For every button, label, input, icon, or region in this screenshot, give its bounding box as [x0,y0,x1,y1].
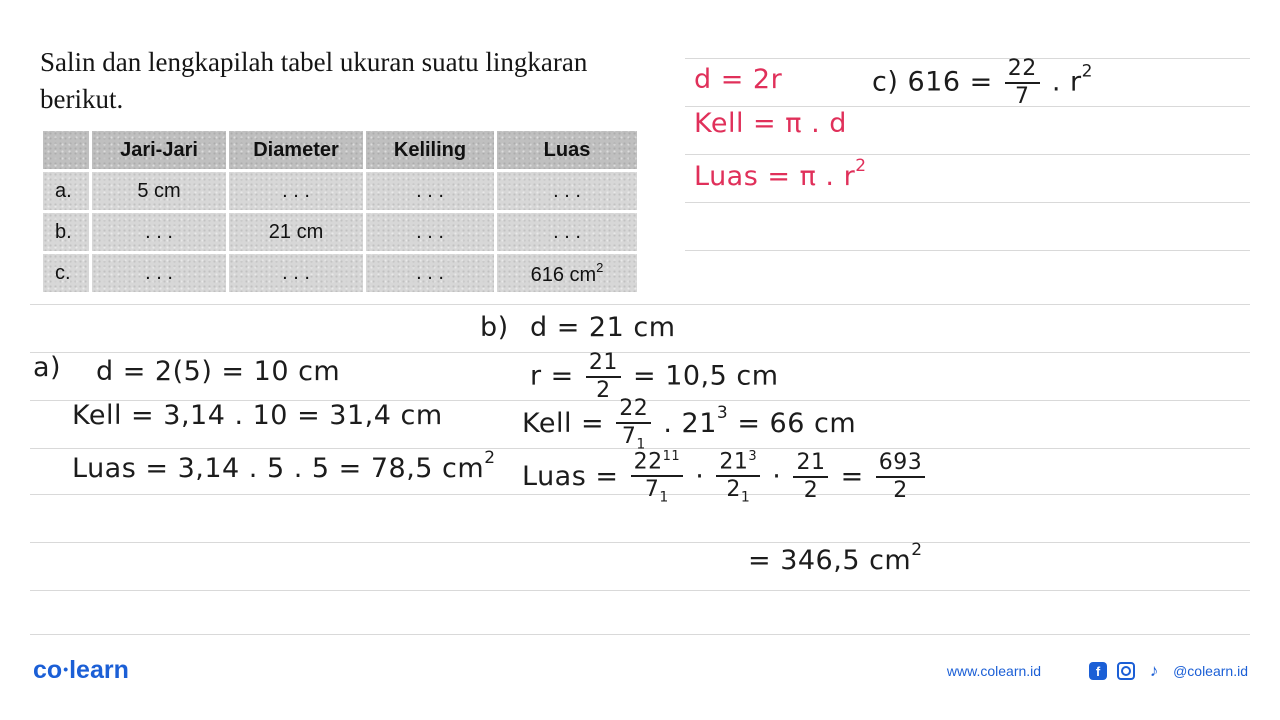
instagram-icon[interactable] [1117,662,1135,680]
cancel-subscript: 1 [659,489,669,506]
fraction-denominator-value: 2 [726,477,741,503]
part-a-luas-exponent: 2 [484,448,496,468]
cancel-superscript: 3 [716,403,729,424]
part-b-label: b) [480,312,509,343]
formula-keliling: Kell = π . d [694,108,847,139]
cancel-subscript: 1 [636,436,646,453]
radius-fraction [586,352,621,402]
luas-fraction-1 [631,450,684,505]
question-text [40,44,660,118]
keliling-result: = 66 cm [737,408,857,440]
formula-diameter: d = 2r [694,64,783,95]
logo-right: learn [69,656,129,684]
fraction-numerator: 22 [616,398,651,424]
table-header-row [43,131,637,169]
table-cell: . . . [366,172,494,210]
header-cell-diameter: Diameter [229,131,363,169]
fraction-numerator-value: 21 [719,449,749,475]
luas-fraction-3 [793,452,828,502]
table-row [43,172,637,210]
cancel-subscript: 1 [740,489,751,506]
keliling-multiplier: . 21 [663,408,717,440]
keliling-lhs: Kell = [522,408,605,440]
footer-links [947,662,1248,680]
fraction-denominator: 7 [1015,84,1030,109]
part-b-luas-final [748,540,923,576]
ruled-line [685,202,1250,203]
row-label: c. [43,254,89,292]
part-a-diameter: d = 2(5) = 10 cm [96,356,341,387]
part-b-radius [530,352,779,402]
facebook-icon[interactable]: f [1089,662,1107,680]
luas-lhs: Luas = [522,460,619,492]
ruled-line [30,634,1250,635]
table-cell: . . . [229,172,363,210]
fraction-numerator: 693 [876,452,926,478]
part-c-rhs: . r [1051,66,1082,98]
part-a-luas [72,448,496,484]
part-c-equation [872,58,1093,108]
table-cell: . . . [229,254,363,292]
luas-final-text: = 346,5 cm [748,545,912,576]
formula-luas-text: Luas = π . r [694,161,856,192]
circle-size-table [40,128,640,295]
table-cell: . . . [366,213,494,251]
luas-c-superscript: 2 [596,259,604,275]
part-c-fraction [1005,58,1040,108]
part-b-keliling [522,398,856,451]
luas-result-fraction [876,452,926,502]
fraction-numerator: 21 [586,352,621,378]
radius-result: = 10,5 cm [633,360,779,392]
table-cell: . . . [366,254,494,292]
ruled-line [30,590,1250,591]
social-handle[interactable]: @colearn.id [1173,663,1248,679]
fraction-numerator-value: 22 [633,449,663,475]
logo-dot: • [63,661,69,677]
fraction-denominator-value: 7 [644,477,660,503]
fraction-denominator: 2 [596,378,611,403]
table-cell: . . . [497,213,637,251]
fraction-numerator: 22 [1005,58,1040,84]
keliling-fraction [616,398,651,451]
fraction-denominator-value: 7 [621,424,637,449]
ruled-line [685,154,1250,155]
ruled-line [30,304,1250,305]
fraction-denominator [622,424,646,451]
tiktok-icon[interactable]: ♪ [1149,661,1159,680]
table-cell: 5 cm [92,172,226,210]
radius-lhs: r = [530,360,574,392]
header-cell-luas: Luas [497,131,637,169]
luas-fraction-2 [716,450,760,505]
table-cell: . . . [92,254,226,292]
fraction-denominator [726,477,750,504]
table-cell: 21 cm [229,213,363,251]
header-cell-jari-jari: Jari-Jari [92,131,226,169]
colearn-logo [33,656,129,685]
part-b-diameter: d = 21 cm [530,312,676,343]
fraction-numerator: 21 [793,452,828,478]
luas-final-exponent: 2 [911,540,923,560]
cancel-superscript: 11 [662,449,681,464]
part-a-luas-text: Luas = 3,14 . 5 . 5 = 78,5 cm [72,453,485,484]
website-link[interactable]: www.colearn.id [946,663,1042,679]
formula-luas [694,156,867,192]
ruled-line [685,250,1250,251]
fraction-denominator: 2 [803,478,819,504]
cancel-superscript: 3 [748,449,758,464]
part-a-label: a) [33,352,62,383]
header-cell-keliling: Keliling [366,131,494,169]
question-line-1: Salin dan lengkapilah tabel ukuran suatu lingkaran [40,47,588,77]
part-c-lhs: c) 616 = [872,66,993,98]
part-c-exponent: 2 [1081,61,1093,82]
table-row [43,254,637,292]
ruled-line [30,542,1250,543]
fraction-numerator [716,450,760,477]
luas-c-value: 616 cm [530,263,597,286]
table-cell-luas-c [497,254,637,292]
fraction-denominator [645,477,669,504]
fraction-denominator: 2 [893,478,908,504]
luas-equals: = [840,460,864,492]
formula-luas-exponent: 2 [855,156,867,176]
part-b-luas: Luas = $\frac{22^{11}}{7_1}$ · $\frac{21^3}{2_1}$ · $\frac{21}{2}$ = $\frac{693}{2}$ [522,450,928,505]
question-line-2: berikut. [40,84,124,114]
table-cell: . . . [92,213,226,251]
table-cell: . . . [497,172,637,210]
row-label: b. [43,213,89,251]
header-cell-blank [43,131,89,169]
row-label: a. [43,172,89,210]
logo-left: co [33,656,63,684]
fraction-numerator [631,450,684,477]
table-row [43,213,637,251]
part-a-keliling: Kell = 3,14 . 10 = 31,4 cm [72,400,443,431]
